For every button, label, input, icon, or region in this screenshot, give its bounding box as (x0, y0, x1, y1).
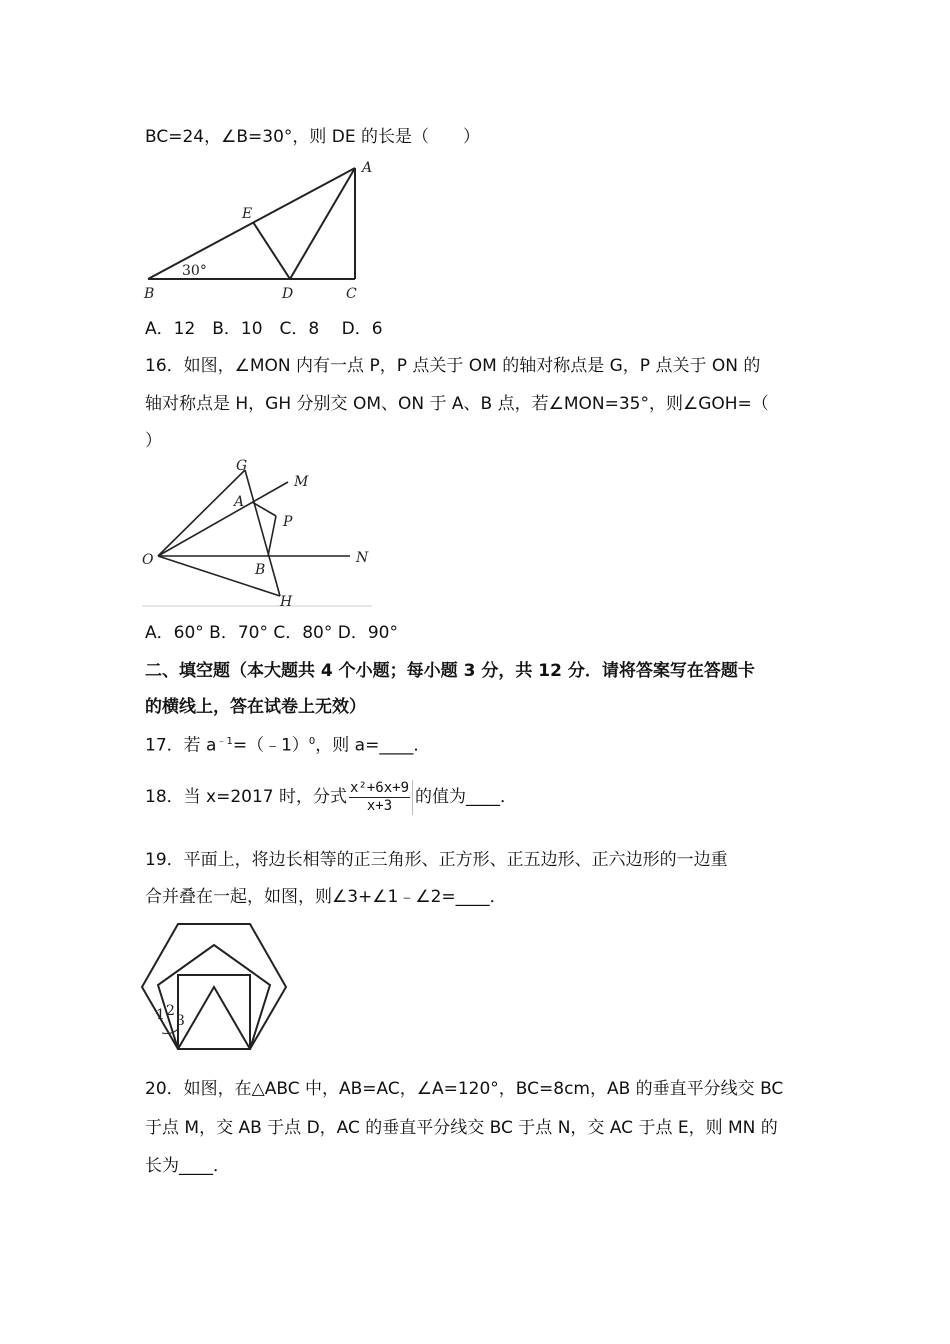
q17 (145, 731, 430, 757)
q15-label-c: C (346, 286, 357, 301)
q16-label-p: P (283, 514, 293, 530)
q16-label-h: H (280, 594, 293, 610)
q16-label-a: A (234, 494, 245, 510)
q19-label-3: 3 (176, 1013, 185, 1029)
section2-heading-line2: 的横线上，答在试卷上无效） (145, 697, 366, 717)
q15-stem-tail: BC=24，∠B=30°，则 DE 的长是（ ） (145, 127, 481, 147)
q17-mid: =（﹣1） (232, 735, 309, 756)
q16-line1: 16．如图，∠MON 内有一点 P，P 点关于 OM 的轴对称点是 G，P 点关于 ON 的 (145, 356, 761, 376)
q16-figure (140, 458, 375, 610)
q15-label-b: B (144, 286, 155, 301)
q17-exponent2: 0 (308, 736, 316, 747)
q18 (145, 774, 517, 820)
q16-options: A．60° B．70° C．80° D．90° (145, 623, 398, 643)
q15-figure (140, 156, 380, 301)
q15-label-angle: 30° (182, 263, 207, 279)
q19-label-1: 1 (156, 1007, 165, 1023)
q18-post: 的值为____． (415, 787, 518, 807)
q19-label-2: 2 (166, 1003, 175, 1019)
q16-label-n: N (356, 550, 369, 566)
q20-line3: 长为____． (145, 1156, 230, 1176)
q16-label-o: O (142, 552, 154, 568)
q15-label-a: A (362, 160, 373, 176)
q17-exponent: ﹣1 (216, 736, 233, 747)
q16-label-b: B (255, 562, 266, 578)
q18-pre: 18．当 x=2017 时，分式 (145, 787, 348, 807)
q18-denominator: x+3 (366, 797, 393, 814)
q16-label-g: G (236, 458, 248, 474)
q19-figure (138, 915, 293, 1055)
q17-post: ，则 a=____． (315, 735, 431, 756)
q15-label-d: D (282, 286, 294, 301)
q16-line2: 轴对称点是 H，GH 分别交 OM、ON 于 A、B 点，若∠MON=35°，则∠GOH=（ (145, 394, 769, 414)
q16-label-m: M (294, 474, 309, 490)
section2-heading-line1: 二、填空题（本大题共 4 个小题；每小题 3 分，共 12 分．请将答案写在答题卡 (145, 661, 755, 681)
q16-line3: ） (145, 431, 162, 451)
q18-numerator: x²+6x+9 (350, 779, 410, 796)
q19-line2: 合并叠在一起，如图，则∠3+∠1﹣∠2=____． (145, 887, 507, 907)
q19-line1: 19．平面上，将边长相等的正三角形、正方形、正五边形、正六边形的一边重 (145, 850, 728, 870)
q15-label-e: E (242, 206, 253, 222)
q20-line2: 于点 M，交 AB 于点 D，AC 的垂直平分线交 BC 于点 N，交 AC 于点 E，则 MN 的 (145, 1118, 778, 1138)
q15-options: A．12 B．10 C．8 D．6 (145, 319, 383, 339)
q17-pre: 17．若 a (145, 735, 217, 756)
q20-line1: 20．如图，在△ABC 中，AB=AC，∠A=120°，BC=8cm，AB 的垂直平分线交 BC (145, 1079, 784, 1099)
q18-fraction (349, 780, 413, 815)
